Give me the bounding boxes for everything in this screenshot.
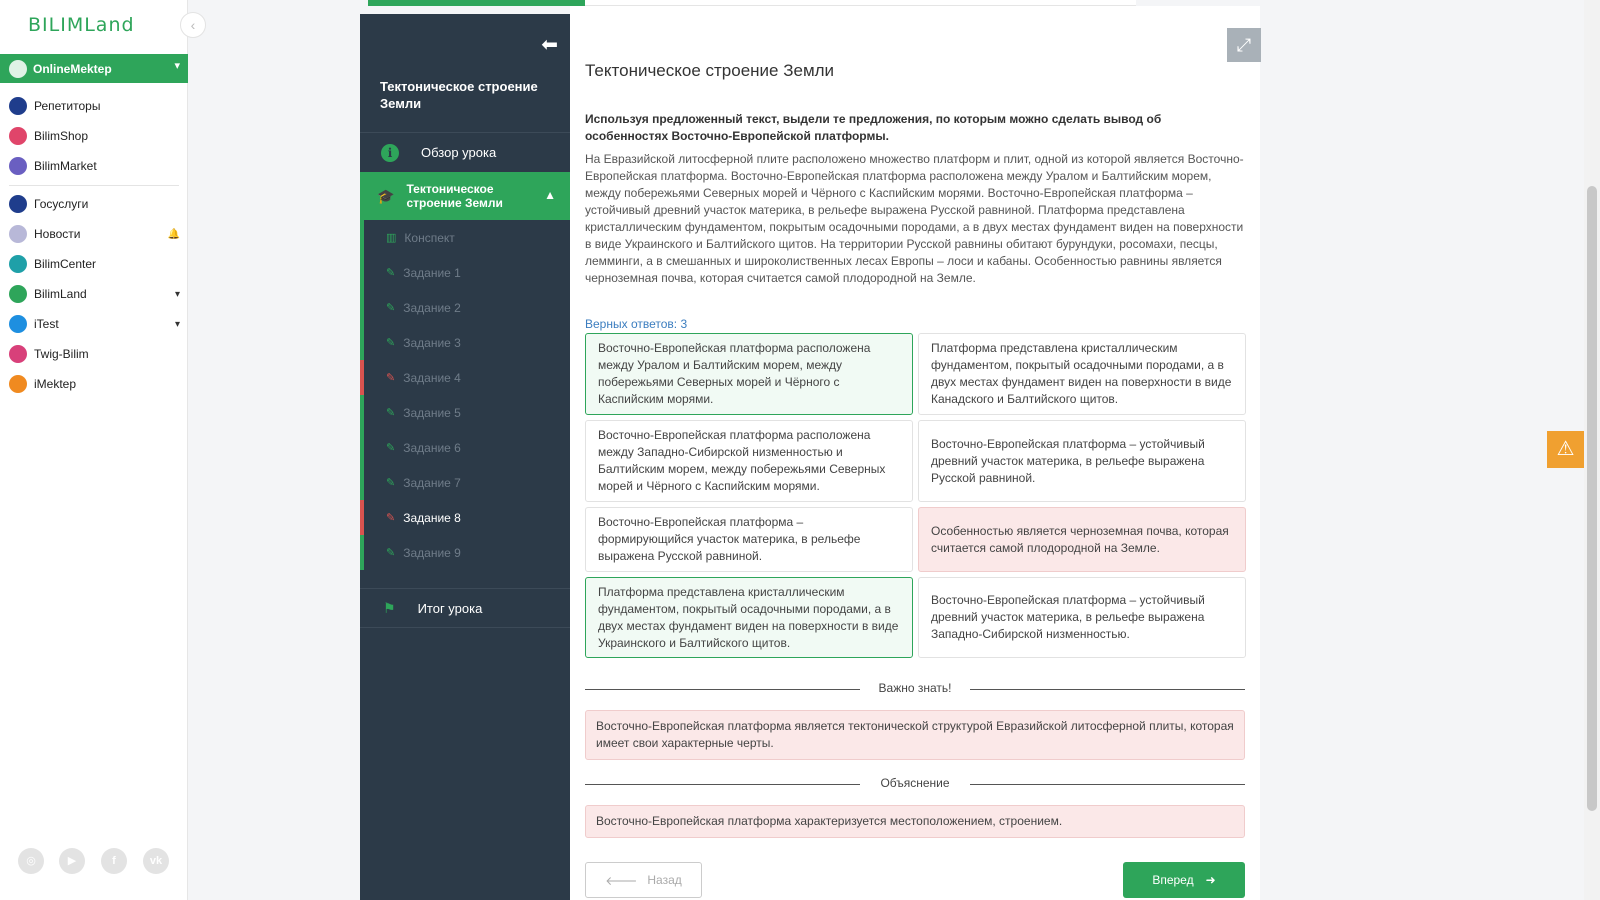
next-button[interactable] [1123,862,1245,898]
answer-option[interactable]: Восточно-Европейская платформа расположена между Уралом и Балтийским морем, между побережьями Северных морей и Чёрного с Каспийским морями. [585,333,913,415]
shop-icon [9,127,27,145]
sub-item-label: Задание 2 [403,300,461,315]
nav-item-gosuslugi[interactable] [0,189,188,219]
edit-icon: ✎ [386,442,396,454]
sub-item-task-3[interactable] [360,325,570,360]
important-label: Важно знать! [878,681,952,695]
nav-item-twig-bilim[interactable] [0,339,188,369]
explanation-note: Восточно-Европейская платформа характеризуется местоположением, строением. [585,805,1245,838]
bell-icon: 🔔 [167,228,180,240]
sub-item-label: Задание 5 [403,405,461,420]
sub-item-task-6[interactable] [360,430,570,465]
arrow-left-icon: 🡐 [605,873,638,888]
nav-item-imektep[interactable] [0,369,188,399]
graduation-cap-icon: 🎓 [377,188,395,204]
answer-option[interactable]: Восточно-Европейская платформа – устойчивый древний участок материка, в рельефе выражена Западно-Сибирской низменностью. [918,577,1246,658]
edit-icon: ✎ [386,337,396,349]
lesson-navigation [360,14,570,900]
sub-item-task-1[interactable] [360,255,570,290]
sub-item-label: Задание 3 [403,335,461,350]
edit-icon: ✎ [386,547,396,559]
page-scrollbar[interactable] [1584,0,1600,900]
sidebar-collapse-button[interactable]: ‹ [180,12,206,38]
nav-divider [9,185,179,186]
next-button-label: Вперед [1152,873,1194,887]
warning-icon[interactable]: ⚠ [1547,431,1584,468]
important-note: Восточно-Европейская платформа является тектонической структурой Евразийской литосферной плиты, которая имеет свои характерные черты. [585,710,1245,760]
sub-item-task-5[interactable] [360,395,570,430]
sub-item-label: Задание 7 [403,475,461,490]
online-mektep-icon [9,60,27,78]
correct-answers-count: Верных ответов: 3 [585,317,688,331]
sub-item-label: Задание 4 [403,370,461,385]
sub-item-task-4[interactable] [360,360,570,395]
arrow-right-icon: ➜ [1205,873,1216,887]
lesson-overview-item[interactable] [360,132,570,172]
sub-item-task-7[interactable] [360,465,570,500]
nav-item-label: iTest [34,317,59,331]
lesson-summary-item[interactable] [360,588,570,628]
nav-item-bilimcenter[interactable] [0,249,188,279]
summary-label: Итог урока [417,600,483,616]
back-arrow-icon[interactable]: ⬅ [541,34,558,56]
edit-icon: ✎ [386,372,396,384]
chevron-down-icon: ▾ [174,318,180,330]
answer-option[interactable]: Восточно-Европейская платформа – формирующийся участок материка, в рельефе выражена Русской равниной. [585,507,913,572]
active-section-header[interactable] [360,172,570,220]
gov-icon [9,195,27,213]
task-question: Используя предложенный текст, выдели те предложения, по которым можно сделать вывод об особенностях Восточно-Европейской платформы. [585,112,1162,143]
answer-option[interactable]: Платформа представлена кристаллическим фундаментом, покрытый осадочными породами, а в двух местах фундамент виден на поверхности в виде Украинского и Балтийского щитов. [585,577,913,658]
sub-item-task-2[interactable] [360,290,570,325]
edit-icon: ✎ [386,477,396,489]
market-icon [9,157,27,175]
nav-item-label: Twig-Bilim [34,347,89,361]
back-button[interactable] [585,862,702,898]
edit-icon: ✎ [386,407,396,419]
bilimland-icon [9,285,27,303]
chevron-down-icon: ▾ [174,288,180,300]
facebook-icon[interactable]: f [101,848,127,874]
divider-line [970,689,1245,690]
online-mektep-label: OnlineMektep [33,61,112,76]
task-source-text: На Евразийской литосферной плите расположено множество платформ и плит, одной из которой является Восточно-Европейская платформа. Восточно-Европейская платформа расположена между Уралом и Балтийским морем, между побережьями Северных морей и Чёрного с Каспийским морями. Восточно-Европейская платформа – устойчивый древний участок материка, в рельефе выражена Русской равниной. Платформа представлена кристаллическим фундаментом, покрытым осадочными породами, а в двух местах фундамент виден на поверхности в виде Украинского и Балтийского щитов. На территории Русской равнины обитают бурундуки, росомахи, песцы, лемминги, а в смешанных и широколиственных лесах Европы – лоси и кабаны. Особенностью равнины является черноземная почва, которая считается самой плодородной на Земле. [585,152,1244,285]
fullscreen-icon[interactable]: ⤢ [1227,28,1261,62]
center-icon [9,255,27,273]
imektep-icon [9,375,27,393]
edit-icon: ✎ [386,512,396,524]
nav-item-bilimmarket[interactable] [0,151,188,181]
nav-item-label: BilimCenter [34,257,97,271]
info-icon: i [381,144,399,162]
sub-item-label: Задание 6 [403,440,461,455]
twig-icon [9,345,27,363]
sub-item-label: Задание 9 [403,545,461,560]
news-icon [9,225,27,243]
instagram-icon[interactable]: ◎ [18,848,44,874]
explanation-label: Объяснение [880,776,950,790]
edit-icon: ✎ [386,267,396,279]
task-heading: Тектоническое строение Земли [585,61,835,80]
nav-item-label: Новости [34,227,81,241]
nav-item-bilimland[interactable] [0,279,188,309]
sub-item-label: Задание 1 [403,265,461,280]
chevron-up-icon: ▲ [544,188,556,202]
answer-option[interactable]: Восточно-Европейская платформа расположена между Западно-Сибирской низменностью и Балтийским морем, между побережьями Северных морей и Чёрного с Каспийским морями. [585,420,913,502]
edit-icon: ✎ [386,302,396,314]
divider-line [970,784,1245,785]
book-icon: ▥ [386,232,397,244]
nav-item-news[interactable] [0,219,188,249]
sub-item-task-9[interactable] [360,535,570,570]
nav-item-tutors[interactable] [0,91,188,121]
explanation-divider [585,776,1245,792]
flag-icon: ⚑ [383,599,396,616]
bilimland-logo[interactable]: BILIMLand [28,14,135,36]
sub-item-task-8[interactable] [360,500,570,535]
nav-item-label: Госуслуги [34,197,89,211]
app-sidebar [0,0,188,900]
overview-label: Обзор урока [421,145,497,160]
answer-option[interactable]: Восточно-Европейская платформа – устойчивый древний участок материка, в рельефе выражена Русской равниной. [918,420,1246,502]
nav-item-bilimshop[interactable] [0,121,188,151]
answer-option[interactable]: Платформа представлена кристаллическим фундаментом, покрытый осадочными породами, а в двух местах фундамент виден на поверхности в виде Канадского и Балтийского щитов. [918,333,1246,415]
scrollbar-thumb[interactable] [1587,186,1597,811]
nav-item-itest[interactable] [0,309,188,339]
nav-item-label: iMektep [34,377,77,391]
vk-icon[interactable]: vk [143,848,169,874]
sub-item-label: Задание 8 [403,510,461,525]
online-mektep-dropdown[interactable] [0,54,188,83]
sub-item-label: Конспект [404,230,455,245]
nav-item-label: BilimShop [34,129,89,143]
chevron-down-icon: ▾ [174,60,180,72]
tutors-icon [9,97,27,115]
youtube-icon[interactable]: ▶ [59,848,85,874]
lesson-progress-fill [368,0,585,6]
important-divider [585,681,1245,697]
back-button-label: Назад [647,873,682,887]
nav-item-label: BilimMarket [34,159,97,173]
nav-item-label: Репетиторы [34,99,101,113]
nav-item-label: BilimLand [34,287,87,301]
answer-option[interactable]: Особенностью является черноземная почва, которая считается самой плодородной на Земле. [918,507,1246,572]
sub-item-konspekt[interactable] [360,220,570,255]
itest-icon [9,315,27,333]
active-section-label: Тектоническое строение Земли [406,182,503,210]
lesson-title: Тектоническое строение Земли [380,79,538,111]
